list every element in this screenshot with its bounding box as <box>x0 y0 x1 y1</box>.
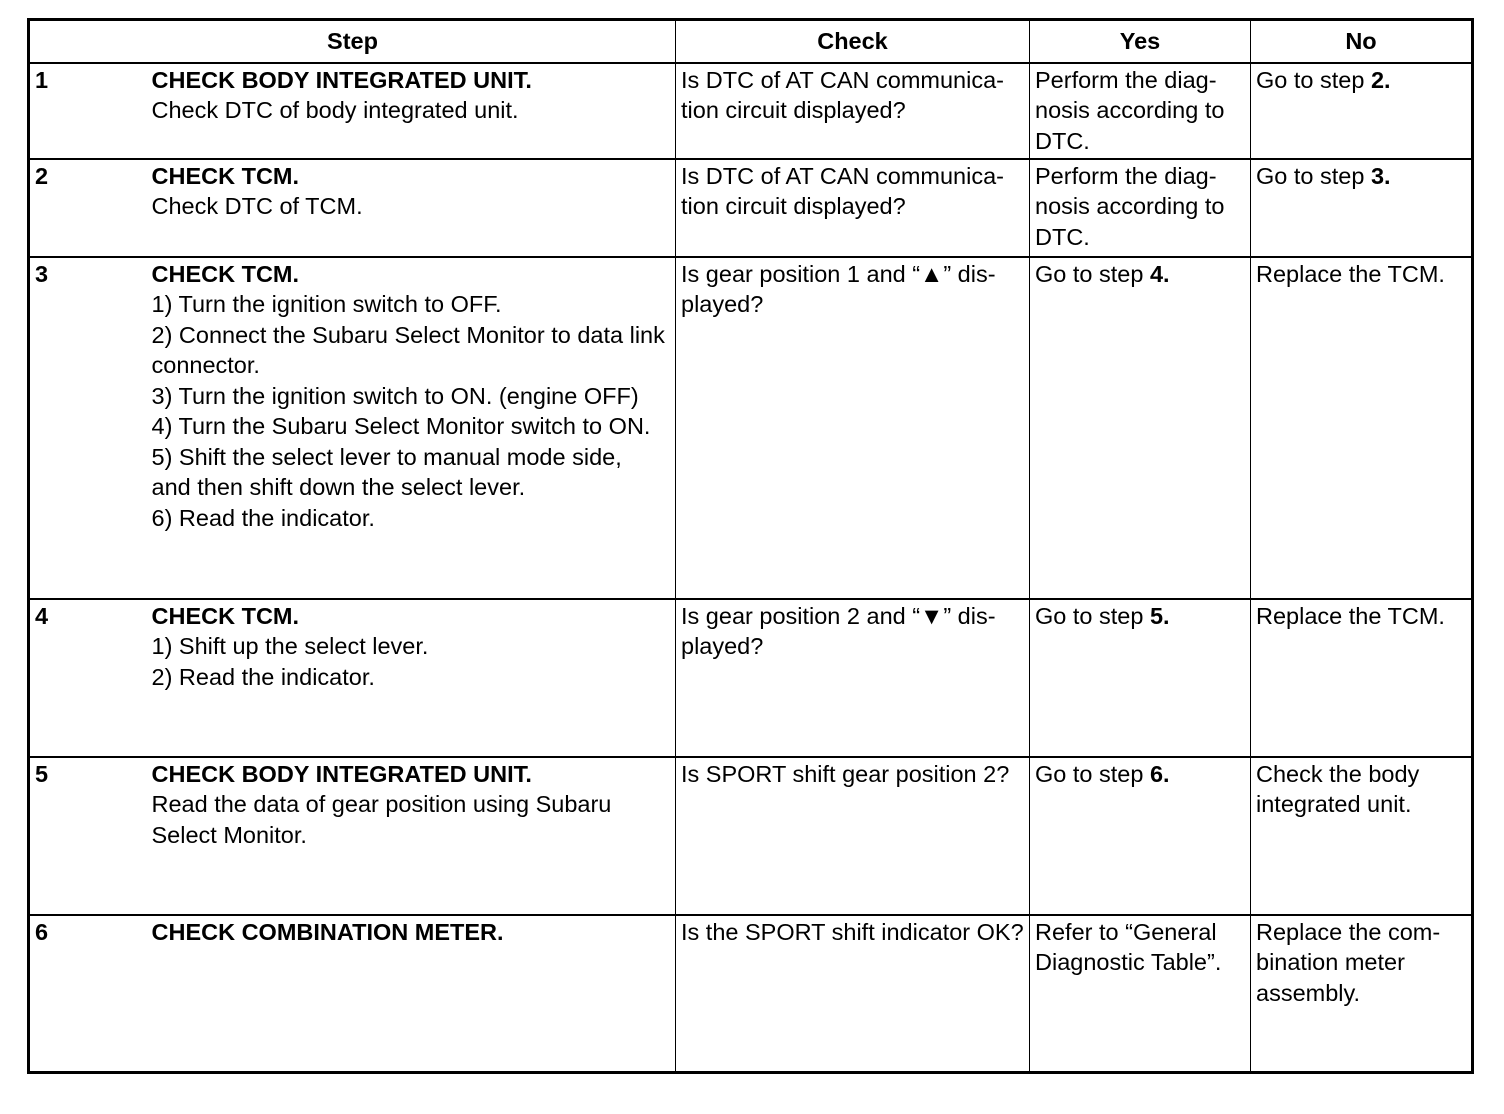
yes-text: Go to step <box>1035 602 1150 629</box>
header-check: Check <box>676 20 1030 63</box>
check-cell: Is DTC of AT CAN communica-tion circuit displayed? <box>676 159 1030 257</box>
check-cell: Is DTC of AT CAN communica-tion circuit displayed? <box>676 63 1030 159</box>
procedure-item: 1) Turn the ignition switch to OFF. <box>151 291 502 317</box>
table-row <box>29 159 1473 257</box>
step-title: CHECK TCM. <box>151 162 300 189</box>
step-number: 4 <box>29 599 152 757</box>
yes-text: Go to step <box>1035 260 1150 287</box>
check-cell: Is gear position 1 and “▲” dis-played? <box>676 257 1030 599</box>
diagnostic-table <box>27 18 1474 1074</box>
procedure-item: 5) Shift the select lever to manual mode side, and then shift down the select lever. <box>151 443 622 500</box>
procedure-item: 1) Shift up the select lever. <box>151 633 429 659</box>
header-yes: Yes <box>1030 20 1251 63</box>
step-reference: 3. <box>1370 162 1391 189</box>
step-description: Check DTC of TCM. <box>151 193 363 219</box>
no-cell <box>1251 159 1473 257</box>
yes-cell <box>1030 757 1251 915</box>
table-row <box>29 63 1473 159</box>
no-text: Go to step <box>1256 66 1371 93</box>
yes-cell: Perform the diag-nosis according to DTC. <box>1030 63 1251 159</box>
step-content <box>152 159 676 257</box>
header-row <box>29 20 1473 63</box>
step-description: Check DTC of body integrated unit. <box>151 97 519 123</box>
no-cell: Replace the TCM. <box>1251 257 1473 599</box>
step-content <box>152 915 676 1073</box>
check-cell: Is the SPORT shift indicator OK? <box>676 915 1030 1073</box>
check-cell: Is SPORT shift gear position 2? <box>676 757 1030 915</box>
procedure-item: 3) Turn the ignition switch to ON. (engine OFF) <box>151 382 639 409</box>
step-content <box>152 757 676 915</box>
yes-cell: Perform the diag-nosis according to DTC. <box>1030 159 1251 257</box>
step-title: CHECK BODY INTEGRATED UNIT. <box>151 66 532 93</box>
yes-cell: Refer to “General Diagnostic Table”. <box>1030 915 1251 1073</box>
procedure-item: 2) Read the indicator. <box>151 663 375 690</box>
no-text: Go to step <box>1256 162 1371 189</box>
yes-cell <box>1030 257 1251 599</box>
step-reference: 2. <box>1370 66 1391 93</box>
step-reference: 4. <box>1149 260 1170 287</box>
no-cell <box>1251 63 1473 159</box>
header-step: Step <box>29 20 676 63</box>
step-reference: 6. <box>1149 760 1170 787</box>
step-title: CHECK BODY INTEGRATED UNIT. <box>151 760 532 787</box>
no-cell: Replace the com-bination meter assembly. <box>1251 915 1473 1073</box>
step-title: CHECK TCM. <box>151 602 300 629</box>
header-no: No <box>1251 20 1473 63</box>
yes-cell <box>1030 599 1251 757</box>
procedure-item: 4) Turn the Subaru Select Monitor switch to ON. <box>151 413 651 439</box>
table-row <box>29 257 1473 599</box>
procedure-item: 2) Connect the Subaru Select Monitor to data link connector. <box>151 321 665 378</box>
procedure-item: 6) Read the indicator. <box>151 504 375 531</box>
step-content <box>152 257 676 599</box>
step-content <box>152 63 676 159</box>
no-cell: Check the body integrated unit. <box>1251 757 1473 915</box>
yes-text: Go to step <box>1035 760 1150 787</box>
step-number: 5 <box>29 757 152 915</box>
step-title: CHECK TCM. <box>151 260 300 287</box>
step-number: 2 <box>29 159 152 257</box>
step-number: 3 <box>29 257 152 599</box>
step-description: Read the data of gear position using Subaru Select Monitor. <box>151 791 612 848</box>
step-content <box>152 599 676 757</box>
step-title: CHECK COMBINATION METER. <box>151 918 504 945</box>
table-row <box>29 599 1473 757</box>
table-row <box>29 915 1473 1073</box>
step-reference: 5. <box>1149 602 1170 629</box>
table-row <box>29 757 1473 915</box>
check-cell: Is gear position 2 and “▼” dis-played? <box>676 599 1030 757</box>
step-number: 1 <box>29 63 152 159</box>
no-cell: Replace the TCM. <box>1251 599 1473 757</box>
step-number: 6 <box>29 915 152 1073</box>
